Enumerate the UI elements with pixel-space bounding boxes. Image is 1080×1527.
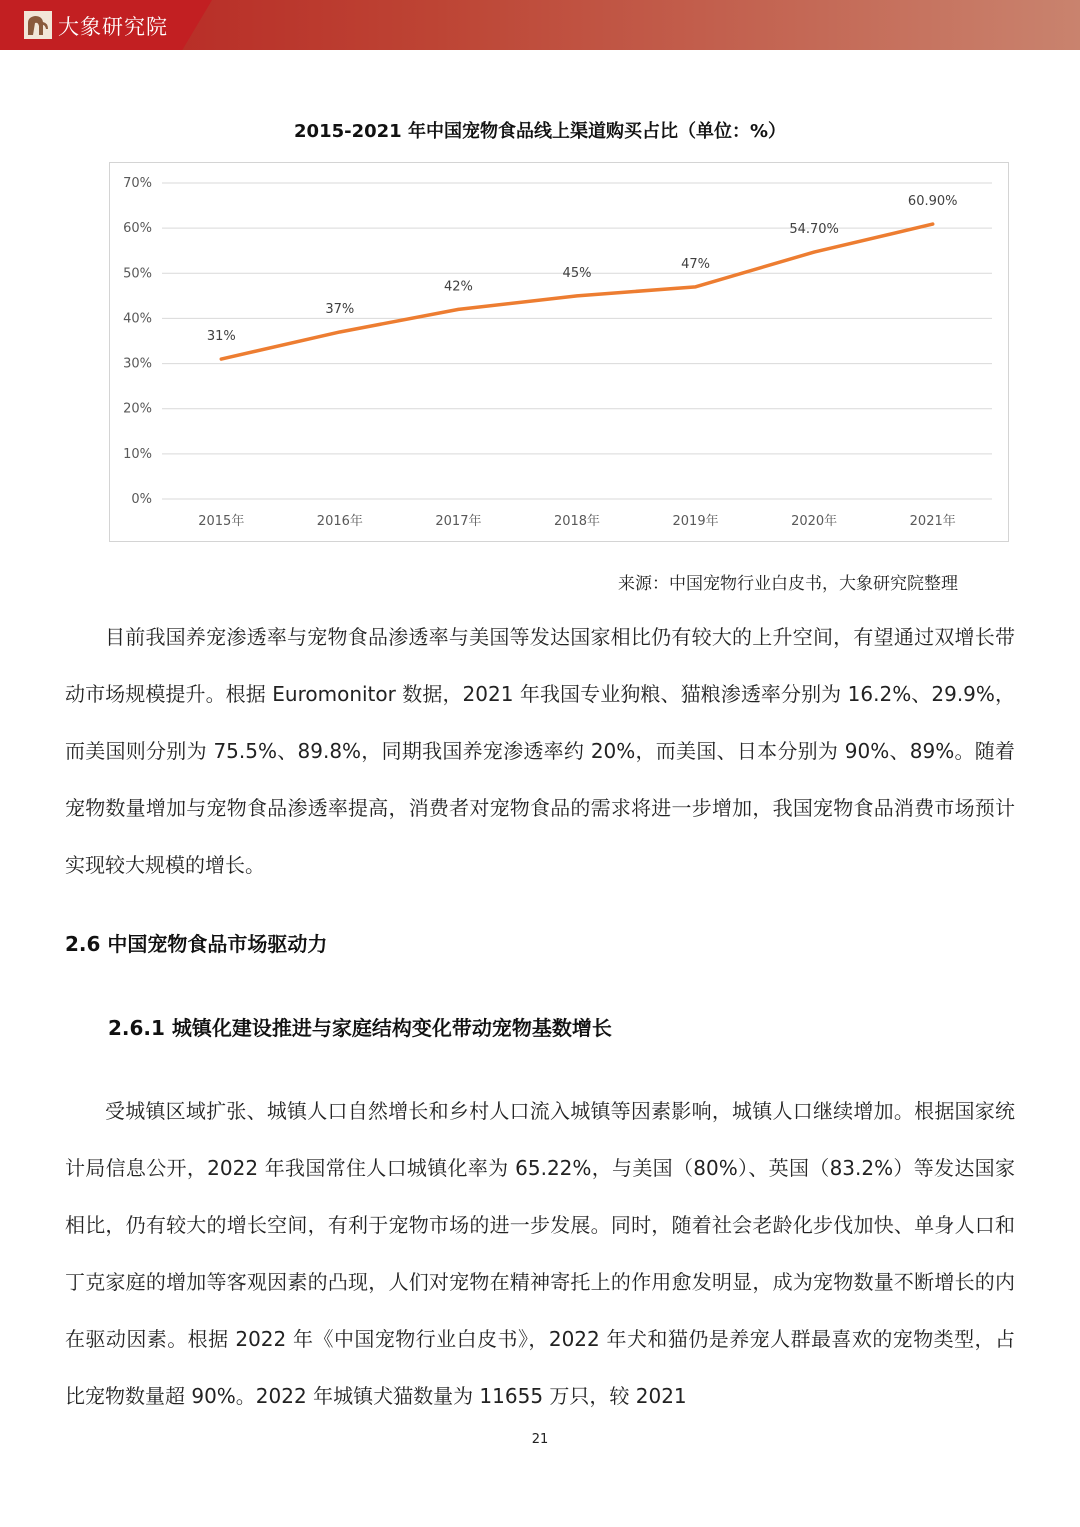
chart-title: 2015-2021 年中国宠物食品线上渠道购买占比（单位：%） — [294, 121, 786, 142]
data-label: 42% — [443, 279, 473, 295]
chart-frame — [109, 162, 1009, 542]
data-label: 31% — [206, 329, 236, 345]
data-point — [931, 223, 934, 226]
x-tick-label: 2015年 — [198, 514, 245, 529]
elephant-logo-icon — [24, 11, 52, 39]
paragraph-penetration: 目前我国养宠渗透率与宠物食品渗透率与美国等发达国家相比仍有较大的上升空间，有望通过双增长带动市场规模提升。根据 Euromonitor 数据，2021 年我国专业狗粮、猫粮渗透率分别为 16.2%、29.9%，而美国则分别为 75.5%、89.8%，同期我国养宠渗透率约 20%，而美国、日本分别为 90%、89%。随着宠物数量增加与宠物食品渗透率提高，消费者对宠物食品的需求将进一步增加，我国宠物食品消费市场预计实现较大规模的增长。 — [65, 625, 1015, 877]
x-tick-label: 2016年 — [316, 514, 363, 529]
x-tick-label: 2017年 — [435, 514, 482, 529]
x-tick-label: 2019年 — [672, 514, 719, 529]
y-tick-label: 70% — [123, 176, 152, 191]
y-tick-label: 30% — [123, 356, 152, 372]
page-number: 21 — [531, 1432, 549, 1447]
data-label: 60.90% — [907, 194, 958, 210]
data-point — [813, 251, 816, 254]
data-point — [457, 308, 460, 311]
y-tick-label: 20% — [123, 401, 152, 417]
series-line — [221, 224, 932, 359]
data-label: 45% — [562, 265, 592, 281]
data-label: 47% — [681, 256, 711, 272]
data-point — [338, 330, 341, 333]
y-tick-label: 50% — [123, 266, 152, 282]
y-tick-label: 0% — [131, 492, 152, 507]
line-chart — [110, 163, 1008, 541]
data-label: 37% — [325, 301, 355, 317]
paragraph-urbanization: 受城镇区域扩张、城镇人口自然增长和乡村人口流入城镇等因素影响，城镇人口继续增加。根据国家统计局信息公开，2022 年我国常住人口城镇化率为 65.22%，与美国（80%）、英国（83.2%）等发达国家相比，仍有较大的增长空间，有利于宠物市场的进一步发展。同时，随着社会老龄化步伐加快、单身人口和丁克家庭的增加等客观因素的凸现，人们对宠物在精神寄托上的作用愈发明显，成为宠物数量不断增长的内在驱动因素。根据 2022 年《中国宠物行业白皮书》，2022 年犬和猫仍是养宠人群最喜欢的宠物类型，占比宠物数量超 90%。2022 年城镇犬猫数量为 11655 万只，较 2021 — [65, 1099, 1015, 1408]
x-tick-label: 2020年 — [791, 514, 838, 529]
y-tick-label: 10% — [123, 446, 152, 462]
x-tick-label: 2021年 — [909, 514, 956, 529]
chart-source: 来源：中国宠物行业白皮书，大象研究院整理 — [618, 574, 958, 594]
data-label: 54.70% — [789, 222, 839, 238]
subsection-heading: 2.6.1 城镇化建设推进与家庭结构变化带动宠物基数增长 — [108, 1016, 612, 1040]
section-heading: 2.6 中国宠物食品市场驱动力 — [65, 932, 328, 956]
data-point — [694, 285, 697, 288]
y-tick-label: 40% — [123, 311, 152, 327]
brand-name: 大象研究院 — [58, 15, 168, 39]
header-bar — [0, 0, 1080, 50]
y-tick-label: 60% — [123, 221, 152, 237]
x-tick-label: 2018年 — [553, 514, 601, 529]
data-point — [220, 358, 223, 361]
data-point — [576, 294, 579, 297]
